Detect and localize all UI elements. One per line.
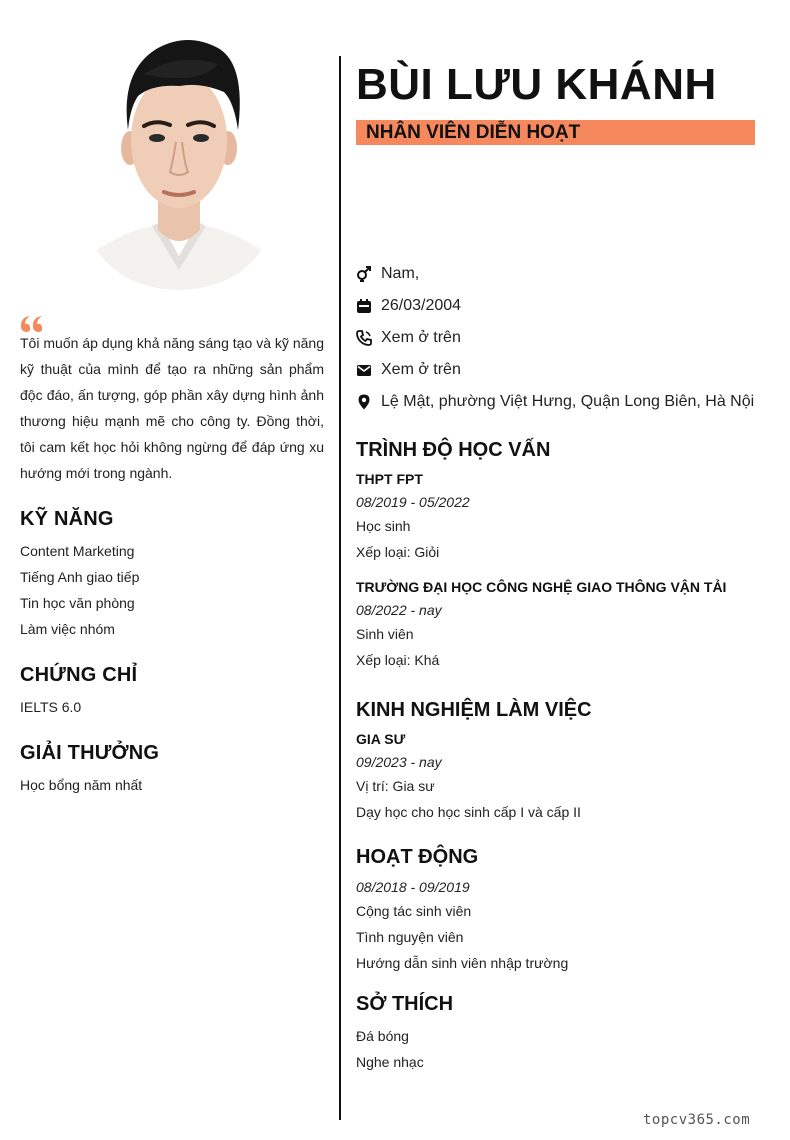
certificates-list	[20, 694, 324, 720]
education-date: 08/2019 - 05/2022	[356, 494, 470, 510]
portrait-illustration	[88, 30, 270, 290]
activity-detail: Hướng dẫn sinh viên nhập trường	[356, 955, 569, 971]
hobby-item: Nghe nhạc	[356, 1054, 424, 1070]
activity-detail: Cộng tác sinh viên	[356, 903, 472, 919]
activities-section	[356, 844, 766, 976]
certificates-title: CHỨNG CHỈ	[20, 664, 138, 686]
activity-date: 08/2018 - 09/2019	[356, 879, 470, 895]
education-date: 08/2022 - nay	[356, 602, 442, 618]
footer-watermark: topcv365.com	[643, 1112, 751, 1128]
profile-photo	[88, 30, 270, 290]
contact-gender	[356, 258, 776, 290]
certificates-section	[20, 662, 324, 720]
certificate-item: IELTS 6.0	[20, 699, 82, 715]
contact-phone	[356, 322, 776, 354]
awards-title: GIẢI THƯỞNG	[20, 742, 160, 764]
education-entry	[356, 467, 766, 565]
education-detail: Học sinh	[356, 518, 411, 534]
email-icon	[356, 362, 372, 378]
skill-item: Làm việc nhóm	[20, 621, 115, 637]
calendar-icon	[356, 298, 372, 314]
skills-title: KỸ NĂNG	[20, 508, 114, 530]
experience-date: 09/2023 - nay	[356, 754, 442, 770]
contact-email	[356, 354, 776, 386]
education-entry	[356, 575, 766, 673]
activities-title: HOẠT ĐỘNG	[356, 846, 479, 868]
awards-section	[20, 740, 324, 798]
contact-birthday	[356, 290, 776, 322]
column-divider	[339, 56, 341, 1120]
activity-entry	[356, 876, 766, 976]
skill-item: Content Marketing	[20, 543, 135, 559]
hobbies-list	[356, 1023, 766, 1075]
job-position: NHÂN VIÊN DIỄN HOẠT	[356, 120, 755, 145]
experience-detail: Dạy học cho học sinh cấp I và cấp II	[356, 804, 581, 820]
skills-list	[20, 538, 324, 642]
gender-value: Nam,	[381, 265, 420, 282]
contact-list	[356, 258, 776, 418]
candidate-name: BÙI LƯU KHÁNH	[356, 60, 717, 109]
contact-address	[356, 386, 776, 418]
school-name: TRƯỜNG ĐẠI HỌC CÔNG NGHỆ GIAO THÔNG VẬN TẢI	[356, 579, 727, 595]
experience-title: KINH NGHIỆM LÀM VIỆC	[356, 699, 592, 721]
education-section	[356, 437, 766, 673]
awards-list	[20, 772, 324, 798]
skills-section	[20, 506, 324, 642]
phone-value: Xem ở trên	[381, 329, 461, 346]
experience-section	[356, 697, 766, 825]
employer-name: GIA SƯ	[356, 731, 406, 747]
award-item: Học bổng năm nhất	[20, 777, 143, 793]
skill-item: Tiếng Anh giao tiếp	[20, 569, 140, 585]
education-detail: Xếp loại: Giỏi	[356, 544, 440, 560]
email-value: Xem ở trên	[381, 361, 461, 378]
education-title: TRÌNH ĐỘ HỌC VẤN	[356, 439, 551, 461]
gender-icon	[356, 266, 372, 282]
hobbies-section	[356, 991, 766, 1075]
education-detail: Xếp loại: Khá	[356, 652, 440, 668]
birthday-value: 26/03/2004	[381, 297, 462, 314]
school-name: THPT FPT	[356, 471, 423, 487]
phone-icon	[356, 330, 372, 346]
activity-detail: Tình nguyện viên	[356, 929, 464, 945]
skill-item: Tin học văn phòng	[20, 595, 135, 611]
address-value: Lệ Mật, phường Việt Hưng, Quận Long Biên, Hà Nội	[381, 393, 755, 410]
hobbies-title: SỞ THÍCH	[356, 993, 454, 1015]
education-detail: Sinh viên	[356, 626, 414, 642]
experience-detail: Vị trí: Gia sư	[356, 778, 435, 794]
career-objective: Tôi muốn áp dụng khả năng sáng tạo và kỹ năng kỹ thuật của mình để tạo ra những sản phẩm độc đáo, ấn tượng, góp phần xây dựng hình ảnh thương hiệu mạnh mẽ cho công ty. Đồng thời, tôi cam kết học hỏi không ngừng để đáp ứng xu hướng mới trong ngành.	[20, 335, 324, 481]
hobby-item: Đá bóng	[356, 1028, 409, 1044]
location-icon	[356, 394, 372, 410]
experience-entry	[356, 727, 766, 825]
